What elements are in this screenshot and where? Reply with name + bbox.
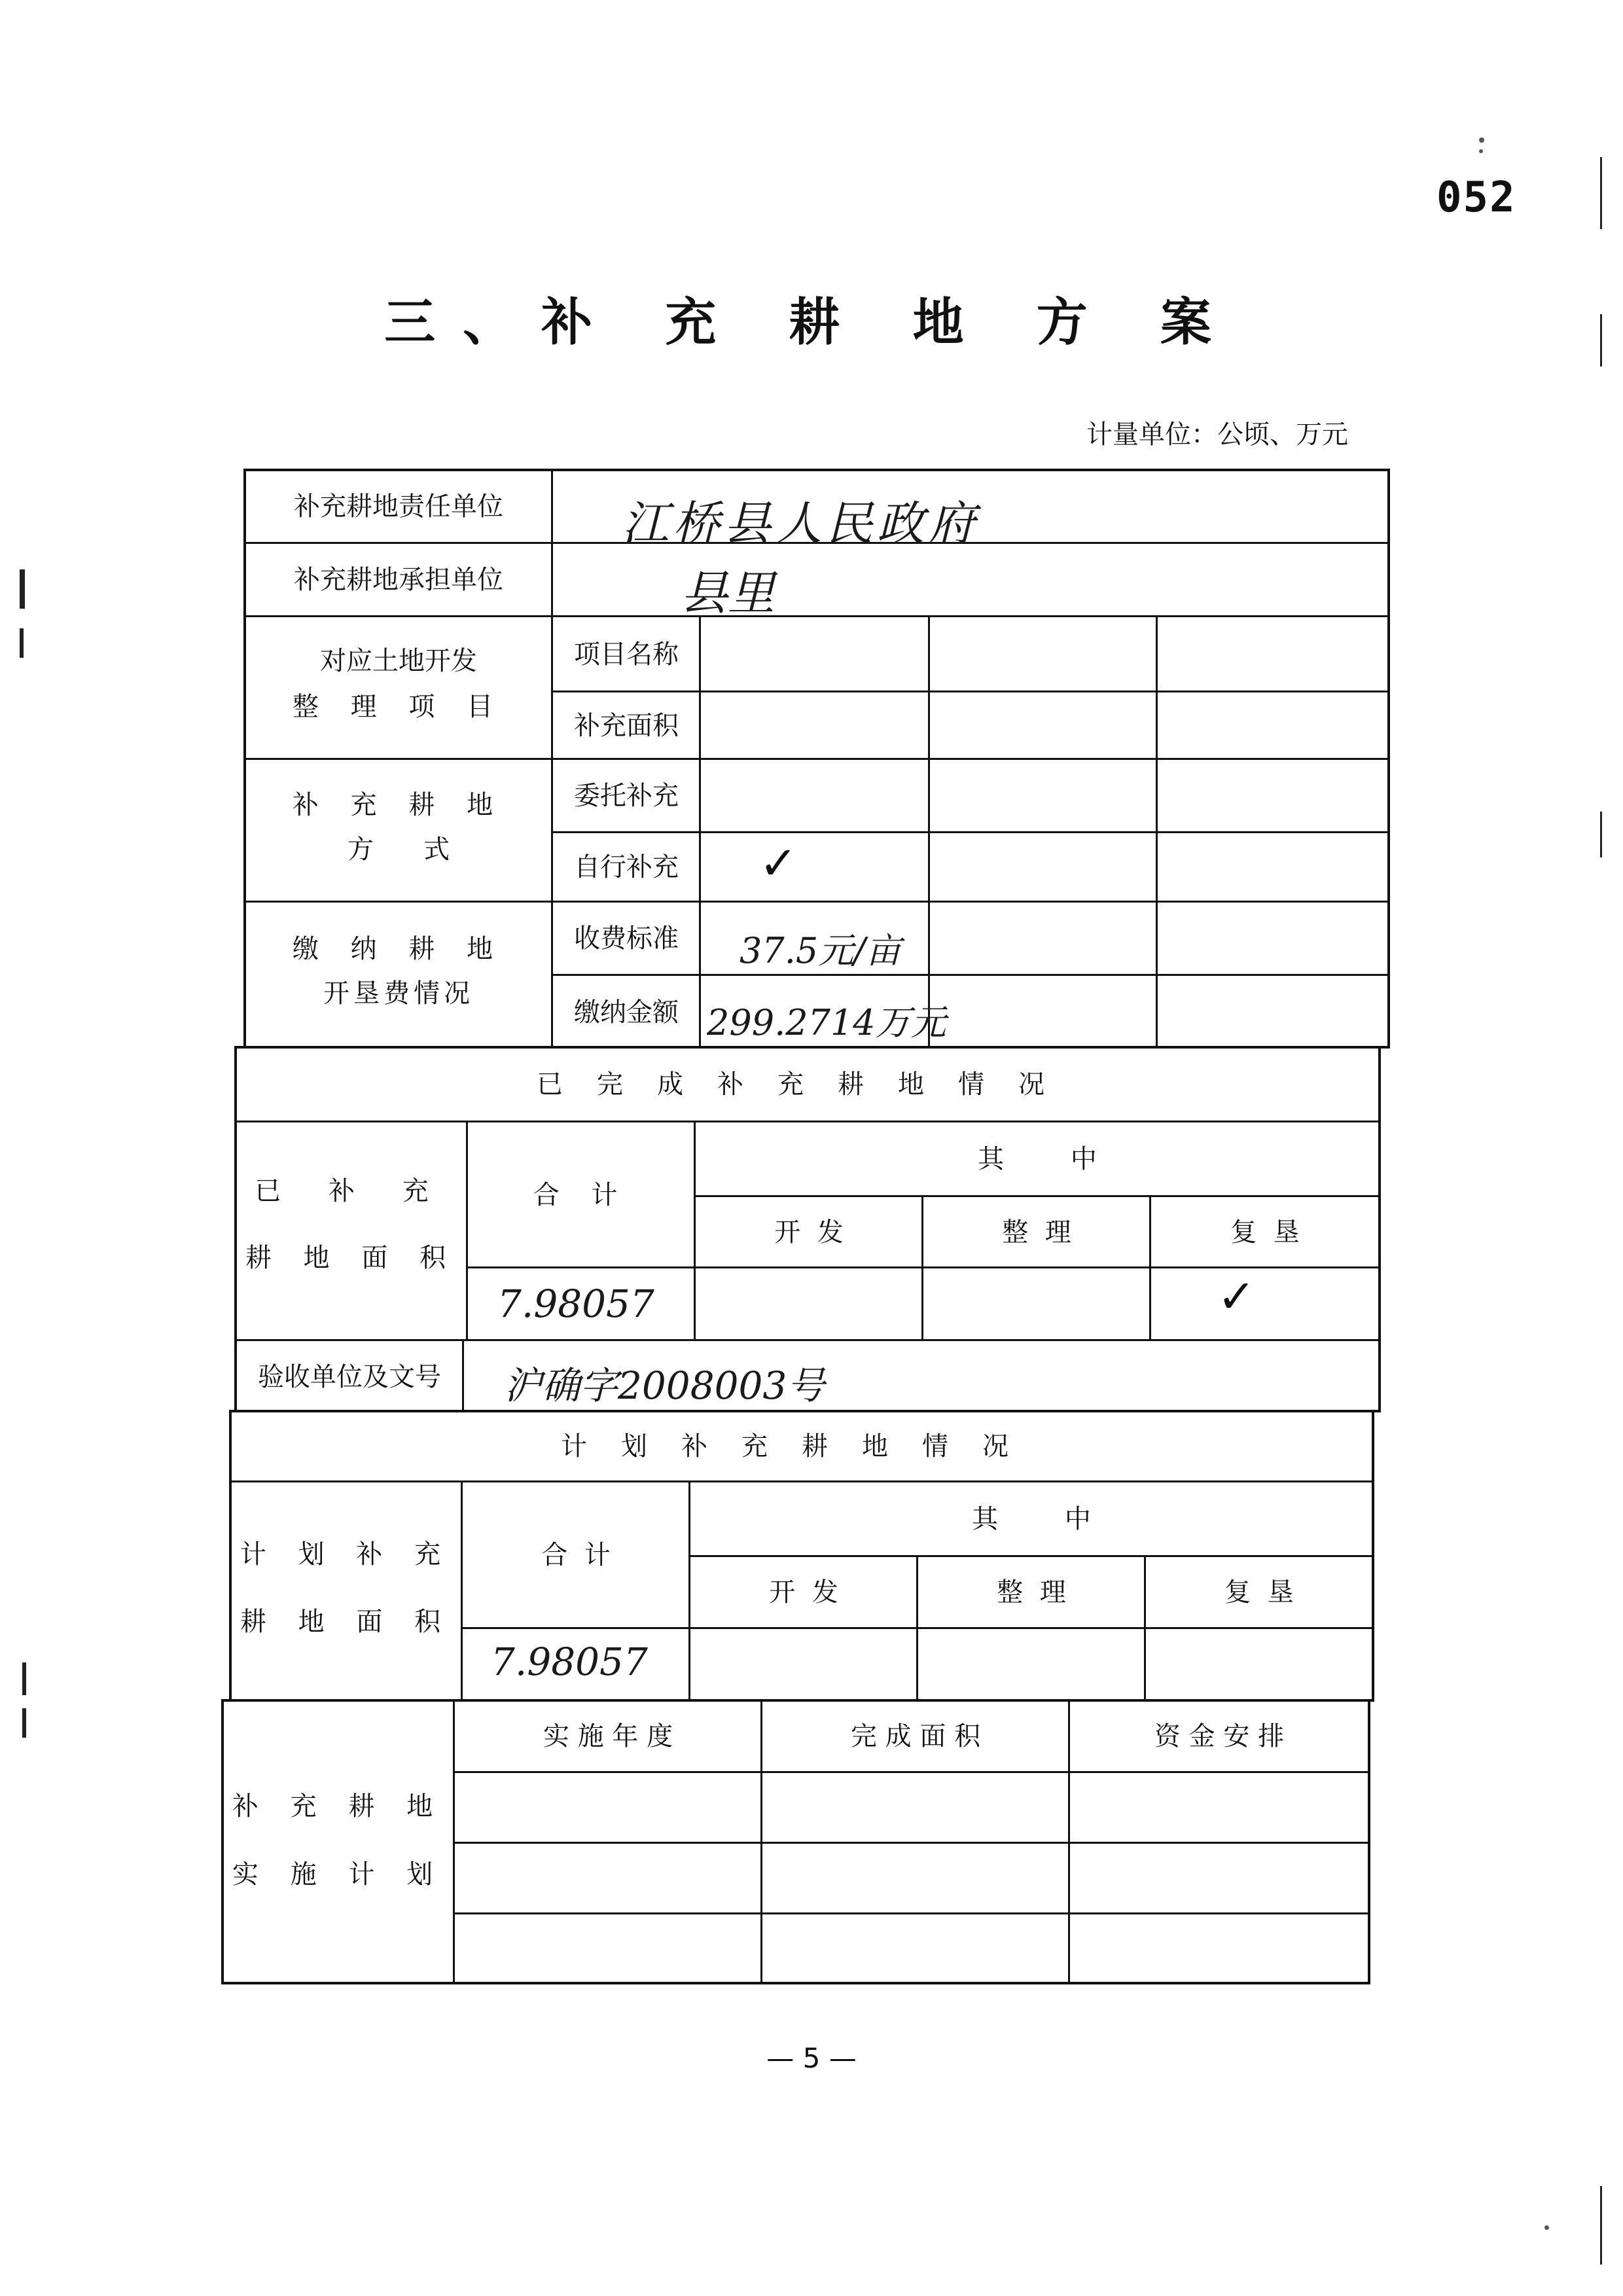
- rule: [453, 1771, 1370, 1773]
- planned-total-value: 7.98057: [491, 1640, 648, 1684]
- planned-area-label-line1: 计 划 补 充: [240, 1539, 453, 1570]
- acceptance-value: 沪确字2008003号: [504, 1363, 825, 1408]
- rule: [466, 1121, 468, 1339]
- rule: [551, 974, 1390, 976]
- rule: [694, 1121, 696, 1339]
- method-label-line2: 方 式: [347, 834, 450, 865]
- rule: [461, 1480, 463, 1702]
- scan-speck: [1479, 137, 1484, 143]
- acceptance-label: 验收单位及文号: [258, 1362, 441, 1392]
- fee-amount-label: 缴纳金额: [574, 997, 679, 1028]
- responsible-unit-label: 补充耕地责任单位: [294, 492, 503, 522]
- completed-area-label-line2: 耕 地 面 积: [245, 1243, 458, 1273]
- land-project-label-line1: 对应土地开发: [320, 646, 477, 676]
- rule: [234, 1339, 1381, 1341]
- rule: [466, 1266, 1381, 1268]
- rule: [551, 691, 1390, 692]
- rule: [1156, 615, 1158, 1049]
- unit-note: 计量单位：公顷、万元: [1086, 420, 1348, 450]
- implementation-label-line2: 实 施 计 划: [232, 1859, 445, 1890]
- page-title: 三、补 充 耕 地 方 案: [384, 293, 1239, 352]
- rule: [699, 615, 701, 1049]
- implementation-label-line1: 补 充 耕 地: [232, 1791, 445, 1821]
- land-project-label-line2: 整 理 项 目: [292, 692, 505, 722]
- undertaking-unit-label: 补充耕地承担单位: [294, 565, 503, 595]
- undertaking-unit-value: 县里: [681, 565, 776, 620]
- scan-edge-line: [1600, 2186, 1602, 2265]
- planned-area-label-line2: 耕 地 面 积: [240, 1607, 453, 1637]
- scan-speck: [1479, 149, 1483, 153]
- rule: [551, 469, 553, 1049]
- rule: [453, 1912, 1370, 1914]
- fee-standard-value: 37.5元/亩: [740, 930, 901, 971]
- completed-among-label: 其 中: [978, 1144, 1097, 1174]
- rule: [688, 1480, 690, 1702]
- rule: [1144, 1555, 1146, 1702]
- planned-section-heading: 计划补充耕地情况: [561, 1431, 1043, 1462]
- scan-speck: [1544, 2225, 1549, 2230]
- method-label-line1: 补 充 耕 地: [292, 790, 505, 820]
- rule: [694, 1195, 1381, 1197]
- completed-area-label-line1: 已 补 充: [255, 1176, 448, 1206]
- rule: [243, 758, 1390, 760]
- rule: [243, 901, 1390, 903]
- footer-page-number: — 5 —: [766, 2042, 857, 2074]
- rule: [551, 831, 1390, 833]
- planned-among-label: 其 中: [972, 1504, 1091, 1534]
- binding-mark: [22, 1662, 26, 1695]
- rule: [453, 1842, 1370, 1844]
- fee-label-line2: 开垦费情况: [323, 978, 474, 1009]
- completed-rect-label: 整 理: [1002, 1217, 1071, 1247]
- rule: [1149, 1195, 1151, 1339]
- rule: [234, 1121, 1381, 1122]
- planned-total-label: 合 计: [541, 1540, 611, 1570]
- implementation-year-header: 实 施 年 度: [543, 1721, 673, 1751]
- self-supplement-check: ✓: [759, 836, 798, 890]
- binding-mark: [22, 1708, 26, 1738]
- implementation-funding-header: 资 金 安 排: [1154, 1721, 1285, 1751]
- completed-recl-check: ✓: [1217, 1270, 1256, 1323]
- completed-total-label: 合 计: [533, 1179, 630, 1210]
- rule: [462, 1339, 464, 1412]
- entrusted-supplement-label: 委托补充: [574, 781, 679, 811]
- binding-mark: [20, 628, 24, 658]
- completed-dev-label: 开 发: [774, 1217, 844, 1247]
- project-name-label: 项目名称: [574, 639, 679, 670]
- planned-dev-label: 开 发: [769, 1577, 838, 1607]
- self-supplement-label: 自行补充: [574, 852, 679, 882]
- rule: [243, 615, 1390, 617]
- rule: [229, 1480, 1374, 1482]
- responsible-unit-value: 江桥县人民政府: [622, 496, 980, 551]
- scan-edge-line: [1600, 157, 1602, 229]
- rule: [916, 1555, 918, 1702]
- page-number-stamp: 052: [1436, 173, 1516, 222]
- rule: [928, 615, 930, 1049]
- supplement-area-label: 补充面积: [574, 710, 679, 741]
- rule: [921, 1195, 923, 1339]
- scan-edge-line: [1600, 314, 1602, 367]
- completed-section-heading: 已完成补充耕地情况: [537, 1069, 1079, 1100]
- completed-total-value: 7.98057: [497, 1282, 654, 1326]
- fee-amount-value: 299.2714万元: [707, 1002, 946, 1043]
- fee-standard-label: 收费标准: [574, 924, 679, 954]
- planned-rect-label: 整 理: [997, 1577, 1066, 1607]
- completed-recl-label: 复 垦: [1230, 1217, 1300, 1247]
- fee-label-line1: 缴 纳 耕 地: [292, 934, 505, 964]
- implementation-area-header: 完 成 面 积: [850, 1721, 981, 1751]
- rule: [688, 1555, 1374, 1557]
- planned-recl-label: 复 垦: [1224, 1577, 1294, 1607]
- binding-mark: [20, 569, 25, 609]
- scan-edge-line: [1600, 812, 1602, 857]
